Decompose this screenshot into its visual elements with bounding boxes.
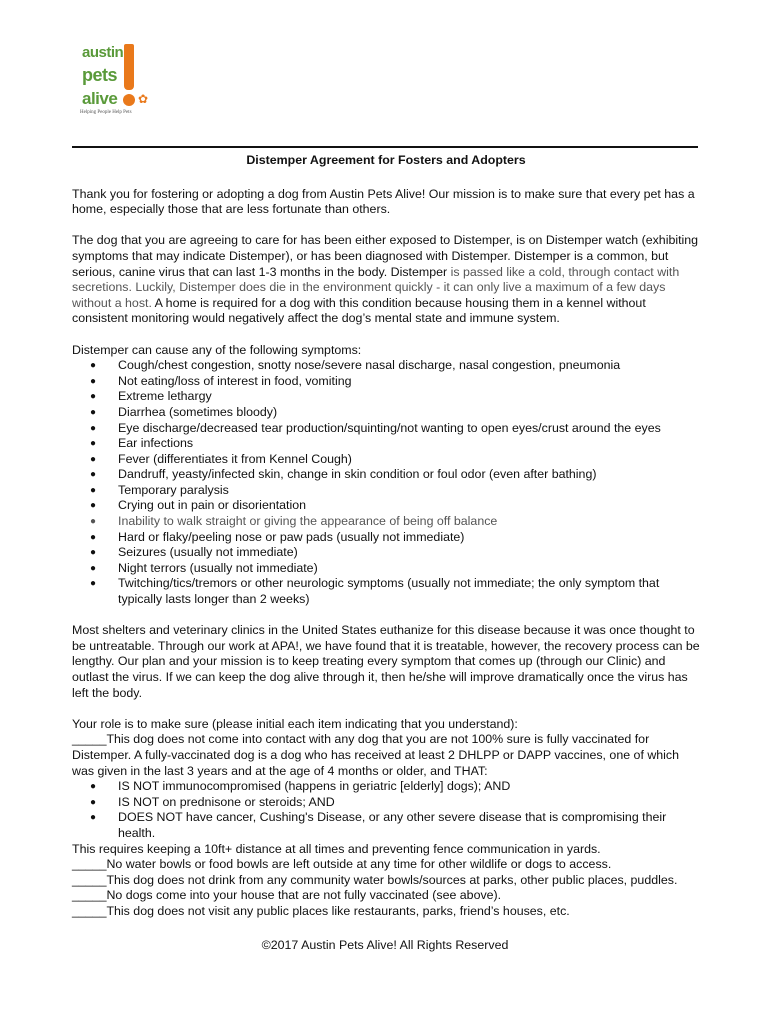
symptom-item: ● Crying out in pain or disorientation — [118, 498, 700, 514]
logo-word-austin: austin — [82, 44, 124, 61]
distemper-description-paragraph — [72, 233, 700, 327]
paw-icon: ✿ — [138, 92, 149, 106]
symptom-item: ● Cough/chest congestion, snotty nose/severe nasal discharge, nasal congestion, pneumonia — [118, 358, 700, 374]
logo-exclamation-icon — [124, 44, 134, 90]
symptom-item: ● Temporary paralysis — [118, 483, 700, 499]
treatment-paragraph: Most shelters and veterinary clinics in the United States euthanize for this disease because it was once thought to be untreatable. Through our work at APA!, we have found that it is treatable, however, the recovery process can be lengthy. Our plan and your mission is to keep treating every symptom that comes up (through our Clinic) and outlast the virus. If we can keep the dog alive through it, then he/she will improve dramatically once the virus has left the body. — [72, 623, 700, 700]
symptom-item: ● Seizures (usually not immediate) — [118, 545, 700, 561]
symptom-item: ● Hard or flaky/peeling nose or paw pads (usually not immediate) — [118, 530, 700, 546]
condition-item: ● IS NOT on prednisone or steroids; AND — [118, 795, 700, 811]
role-intro: Your role is to make sure (please initial each item indicating that you understand): — [72, 716, 518, 731]
symptom-item: ● Eye discharge/decreased tear production/squinting/not wanting to open eyes/crust around the eyes — [118, 421, 700, 437]
logo-tagline: Helping People Help Pets — [80, 110, 132, 115]
logo-exclamation-dot-icon — [123, 94, 135, 106]
symptom-item: ● Ear infections — [118, 436, 700, 452]
symptom-item: ● Diarrhea (sometimes bloody) — [118, 405, 700, 421]
conditions-list — [72, 779, 700, 841]
document-title: Distemper Agreement for Fosters and Adopters — [246, 153, 526, 167]
copyright-footer: ©2017 Austin Pets Alive! All Rights Reserved — [261, 938, 509, 952]
symptom-item: ● Extreme lethargy — [118, 389, 700, 405]
intro-paragraph: Thank you for fostering or adopting a dog from Austin Pets Alive! Our mission is to make sure that every pet has a home, especially those that are less fortunate than others. — [72, 186, 695, 217]
initial-item: _____This dog does not visit any public places like restaurants, parks, friend’s houses, etc. — [72, 903, 570, 918]
initial-item-vaccination: _____This dog does not come into contact with any dog that you are not 100% sure is fully vaccinated for Distemper. A fully-vaccinated dog is a dog who has received at least 2 DHLPP or DAPP vaccines, one of which was given in the last 3 years and at the age of 4 months or older, and THAT: — [72, 732, 680, 778]
symptoms-intro: Distemper can cause any of the following symptoms: — [72, 342, 362, 357]
description-part-b: is passed like a cold, through contact with secretions. Luckily, Distemper does die in the environment quickly - it can only live a maximum of a few days without a host. — [72, 264, 680, 310]
initial-item: _____This dog does not drink from any community water bowls/sources at parks, other public places, puddles. — [72, 872, 678, 887]
symptom-item: ● Fever (differentiates it from Kennel Cough) — [118, 452, 700, 468]
distance-requirement: This requires keeping a 10ft+ distance at all times and preventing fence communication in yards. — [72, 841, 601, 856]
initial-item: _____No water bowls or food bowls are left outside at any time for other wildlife or dogs to access. — [72, 857, 612, 872]
symptom-item: ● Night terrors (usually not immediate) — [118, 561, 700, 577]
austin-pets-alive-logo — [78, 42, 158, 122]
initial-item: _____No dogs come into your house that are not fully vaccinated (see above). — [72, 888, 502, 903]
condition-item: ● IS NOT immunocompromised (happens in geriatric [elderly] dogs); AND — [118, 779, 700, 795]
symptoms-list — [72, 358, 700, 608]
document-body — [72, 153, 700, 920]
symptom-item: ● Not eating/loss of interest in food, vomiting — [118, 374, 700, 390]
logo-word-alive: alive — [82, 89, 118, 108]
condition-item: ● DOES NOT have cancer, Cushing's Disease, or any other severe disease that is compromising their health. — [118, 810, 700, 841]
description-part-a: The dog that you are agreeing to care for has been either exposed to Distemper, is on Distemper watch (exhibiting symptoms that may indicate Distemper), or has been diagnosed with Distemper. Distemper is a common, but serious, canine virus that can last 1-3 months in the body. Distemper — [72, 233, 699, 279]
description-part-c: A home is required for a dog with this condition because housing them in a kennel without consistent monitoring would negatively affect the dog’s mental state and immune system. — [72, 295, 646, 326]
symptom-item: ● Dandruff, yeasty/infected skin, change in skin condition or foul odor (even after bathing) — [118, 467, 700, 483]
symptom-item: ● Inability to walk straight or giving the appearance of being off balance — [118, 514, 700, 530]
logo-word-pets: pets — [82, 65, 118, 85]
symptom-item: ● Twitching/tics/tremors or other neurologic symptoms (usually not immediate; the only symptom that typically lasts longer than 2 weeks) — [118, 576, 700, 607]
header-divider — [72, 146, 698, 148]
